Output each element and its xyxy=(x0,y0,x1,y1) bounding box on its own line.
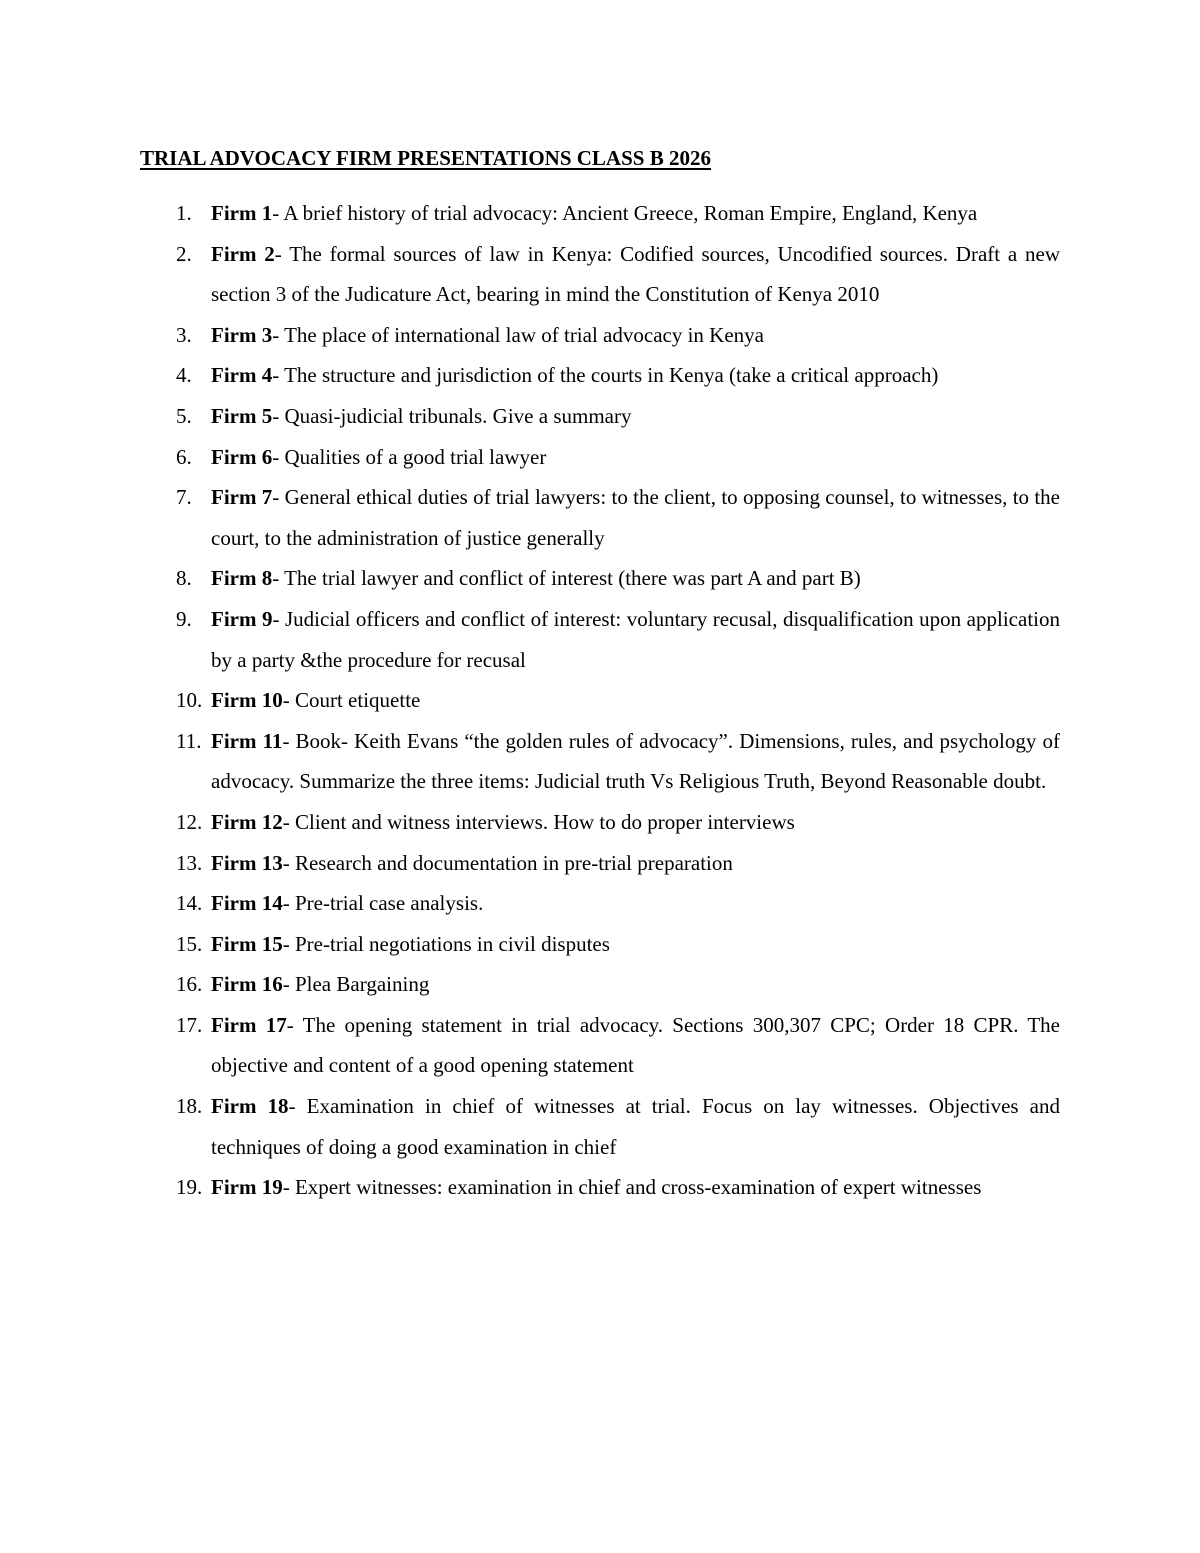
topic-text: - Book- Keith Evans “the golden rules of advocacy”. Dimensions, rules, and psychology of advocacy. Summarize the three items: Judicial truth Vs Religious Truth, Beyond Reasonable doubt. xyxy=(211,728,1060,794)
list-item-number: 11. xyxy=(176,728,202,753)
firm-name: Firm 3 xyxy=(211,322,273,347)
list-item-number: 19. xyxy=(176,1175,203,1200)
list-item xyxy=(140,1005,1060,1086)
list-item xyxy=(140,924,1060,965)
firm-name: Firm 6 xyxy=(211,444,273,469)
list-item-number: 7. xyxy=(176,485,192,510)
list-item xyxy=(140,355,1060,396)
list-item-number: 9. xyxy=(176,606,192,631)
list-item-number: 1. xyxy=(176,201,192,225)
list-item-number: 18. xyxy=(176,1094,203,1119)
list-item-number: 10. xyxy=(176,688,203,713)
topic-text: - Judicial officers and conflict of interest: voluntary recusal, disqualification upon application by a party &the procedure for recusal xyxy=(211,606,1060,672)
list-item xyxy=(140,437,1060,478)
list-item xyxy=(140,193,1060,234)
list-item xyxy=(140,802,1060,843)
list-item-number: 13. xyxy=(176,850,203,875)
list-item xyxy=(140,843,1060,884)
topic-text: - Client and witness interviews. How to do proper interviews xyxy=(282,809,795,834)
firm-name: Firm 12 xyxy=(211,809,283,834)
firm-name: Firm 19 xyxy=(211,1175,283,1200)
list-item-number: 4. xyxy=(176,363,192,388)
topic-text: - Court etiquette xyxy=(282,688,421,713)
list-item-body xyxy=(211,396,1060,437)
topic-text: - The place of international law of trial advocacy in Kenya xyxy=(272,322,764,347)
firm-name: Firm 16 xyxy=(211,972,283,997)
topic-text: - The trial lawyer and conflict of interest (there was part A and part B) xyxy=(272,566,861,591)
list-item-body xyxy=(211,924,1060,965)
list-item-body xyxy=(211,721,1060,802)
list-item-body xyxy=(211,680,1060,721)
list-item-body xyxy=(211,1086,1060,1167)
list-item-number: 14. xyxy=(176,891,203,916)
firm-name: Firm 17 xyxy=(211,1012,287,1037)
list-item-body xyxy=(211,843,1060,884)
list-item xyxy=(140,477,1060,558)
topic-text: - Research and documentation in pre-trial preparation xyxy=(282,850,733,875)
list-item-number: 5. xyxy=(176,403,192,428)
topic-text: - Plea Bargaining xyxy=(282,972,430,997)
topic-text: - Expert witnesses: examination in chief and cross-examination of expert witnesses xyxy=(282,1175,982,1200)
list-item-body xyxy=(211,1005,1060,1086)
list-item-number: 16. xyxy=(176,972,203,997)
firm-name: Firm 5 xyxy=(211,403,273,428)
document-title: TRIAL ADVOCACY FIRM PRESENTATIONS CLASS B 2026 xyxy=(140,146,711,170)
list-item-body xyxy=(211,558,1060,599)
firm-name: Firm 8 xyxy=(211,566,273,591)
list-item xyxy=(140,1167,1060,1208)
list-item-body xyxy=(211,315,1060,356)
topic-text: - The structure and jurisdiction of the courts in Kenya (take a critical approach) xyxy=(272,363,939,388)
list-item-body xyxy=(211,802,1060,843)
firm-name: Firm 7 xyxy=(211,485,273,510)
firm-name: Firm 1 xyxy=(211,201,273,225)
list-item xyxy=(140,883,1060,924)
list-item-number: 8. xyxy=(176,566,192,591)
firm-list xyxy=(140,193,1060,1208)
list-item xyxy=(140,599,1060,680)
list-item-body xyxy=(211,355,1060,396)
topic-text: - General ethical duties of trial lawyers: to the client, to opposing counsel, to witnesses, to the court, to the administration of justice generally xyxy=(211,485,1060,550)
list-item xyxy=(140,1086,1060,1167)
topic-text: - Pre-trial case analysis. xyxy=(282,891,484,916)
list-item-body xyxy=(211,477,1060,558)
firm-name: Firm 4 xyxy=(211,363,273,388)
list-item-body xyxy=(211,964,1060,1005)
list-item-number: 2. xyxy=(176,241,192,266)
list-item-number: 3. xyxy=(176,322,192,347)
list-item-number: 6. xyxy=(176,444,192,469)
topic-text: - The opening statement in trial advocacy. Sections 300,307 CPC; Order 18 CPR. The objective and content of a good opening statement xyxy=(211,1012,1060,1078)
list-item-body xyxy=(211,234,1060,315)
firm-name: Firm 18 xyxy=(211,1094,289,1119)
list-item xyxy=(140,964,1060,1005)
topic-text: - The formal sources of law in Kenya: Codified sources, Uncodified sources. Draft a new section 3 of the Judicature Act, bearing in mind the Constitution of Kenya 2010 xyxy=(211,241,1060,307)
topic-text: - A brief history of trial advocacy: Ancient Greece, Roman Empire, England, Kenya xyxy=(272,201,978,225)
list-item xyxy=(140,396,1060,437)
topic-text: - Qualities of a good trial lawyer xyxy=(272,444,547,469)
topic-text: - Examination in chief of witnesses at trial. Focus on lay witnesses. Objectives and techniques of doing a good examination in chief xyxy=(211,1094,1060,1159)
list-item-body xyxy=(211,599,1060,680)
firm-name: Firm 9 xyxy=(211,606,273,631)
list-item xyxy=(140,721,1060,802)
list-item-body xyxy=(211,883,1060,924)
firm-name: Firm 15 xyxy=(211,931,283,956)
topic-text: - Pre-trial negotiations in civil disputes xyxy=(282,931,610,956)
firm-name: Firm 13 xyxy=(211,850,283,875)
list-item-number: 17. xyxy=(176,1012,203,1037)
list-item xyxy=(140,234,1060,315)
topic-text: - Quasi-judicial tribunals. Give a summary xyxy=(272,403,632,428)
firm-name: Firm 11 xyxy=(211,728,283,753)
list-item-number: 15. xyxy=(176,931,203,956)
list-item-body xyxy=(211,1167,1060,1208)
list-item-body xyxy=(211,437,1060,478)
list-item xyxy=(140,558,1060,599)
list-item xyxy=(140,680,1060,721)
firm-name: Firm 2 xyxy=(211,241,275,266)
firm-name: Firm 10 xyxy=(211,688,283,713)
list-item-body xyxy=(211,193,1060,234)
list-item xyxy=(140,315,1060,356)
list-item-number: 12. xyxy=(176,809,203,834)
firm-name: Firm 14 xyxy=(211,891,283,916)
